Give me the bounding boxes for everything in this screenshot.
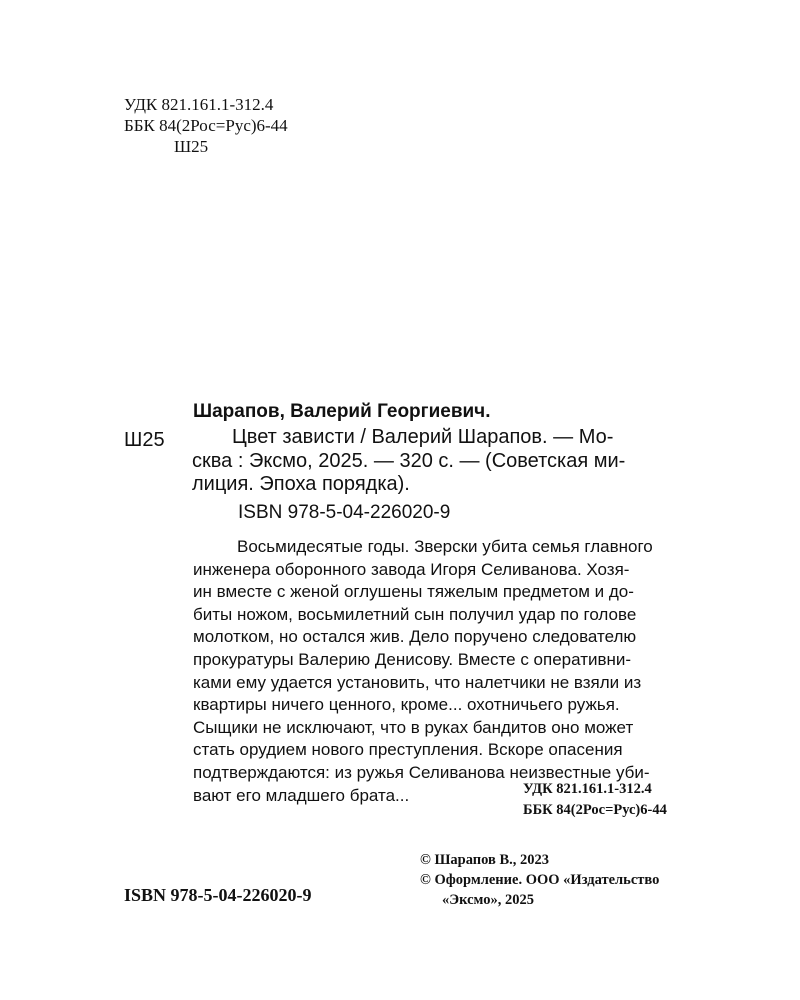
annotation-line: ками ему удается установить, что налетчики не взяли из — [193, 672, 642, 692]
biblio-line: лиция. Эпоха порядка). — [192, 473, 410, 495]
udk-code: УДК 821.161.1-312.4 — [124, 95, 274, 114]
record-isbn: ISBN 978-5-04-226020-9 — [238, 502, 451, 523]
annotation-line: молотком, но остался жив. Дело поручено следователю — [193, 627, 637, 647]
bbk-code: ББК 84(2Рос=Рус)6-44 — [124, 116, 288, 135]
copyright-design: © Оформление. ООО «Издательство — [420, 872, 660, 888]
author-heading: Шарапов, Валерий Георгиевич. — [193, 401, 491, 422]
annotation-line: Сыщики не исключают, что в руках бандитов оно может — [193, 717, 634, 737]
footer-udk-code: УДК 821.161.1-312.4 — [523, 781, 652, 797]
annotation-line: ин вместе с женой оглушены тяжелым предметом и до- — [193, 582, 634, 602]
footer-bbk-code: ББК 84(2Рос=Рус)6-44 — [523, 802, 667, 818]
annotation-classification — [523, 779, 667, 821]
annotation-line: Восьмидесятые годы. Зверски убита семья главного — [237, 537, 653, 556]
bibliographic-description — [192, 426, 626, 497]
biblio-line: сква : Эксмо, 2025. — 320 с. — (Советская ми- — [192, 449, 626, 472]
annotation — [193, 536, 653, 807]
annotation-line: стать орудием нового преступления. Вскоре опасения — [193, 740, 623, 760]
record-author-sign: Ш25 — [124, 429, 165, 451]
copyright-design-cont: «Эксмо», 2025 — [442, 892, 534, 908]
annotation-line: биты ножом, восьмилетний сын получил удар по голове — [193, 604, 637, 624]
author-sign-code: Ш25 — [174, 137, 209, 156]
copyright-author: © Шарапов В., 2023 — [420, 852, 549, 868]
annotation-line: квартиры ничего ценного, кроме... охотничьего ружья. — [193, 695, 620, 715]
classification-block — [124, 94, 288, 157]
annotation-line: прокуратуры Валерию Денисову. Вместе с оперативни- — [193, 649, 632, 669]
footer-isbn: ISBN 978-5-04-226020-9 — [124, 885, 312, 905]
annotation-line: подтверждаются: из ружья Селиванова неизвестные уби- — [193, 762, 650, 782]
biblio-line: Цвет зависти / Валерий Шарапов. — Мо- — [232, 426, 614, 448]
copyright-block — [420, 850, 659, 910]
annotation-line: инженера оборонного завода Игоря Селиванова. Хозя- — [193, 559, 630, 579]
annotation-line: вают его младшего брата... — [193, 785, 410, 805]
